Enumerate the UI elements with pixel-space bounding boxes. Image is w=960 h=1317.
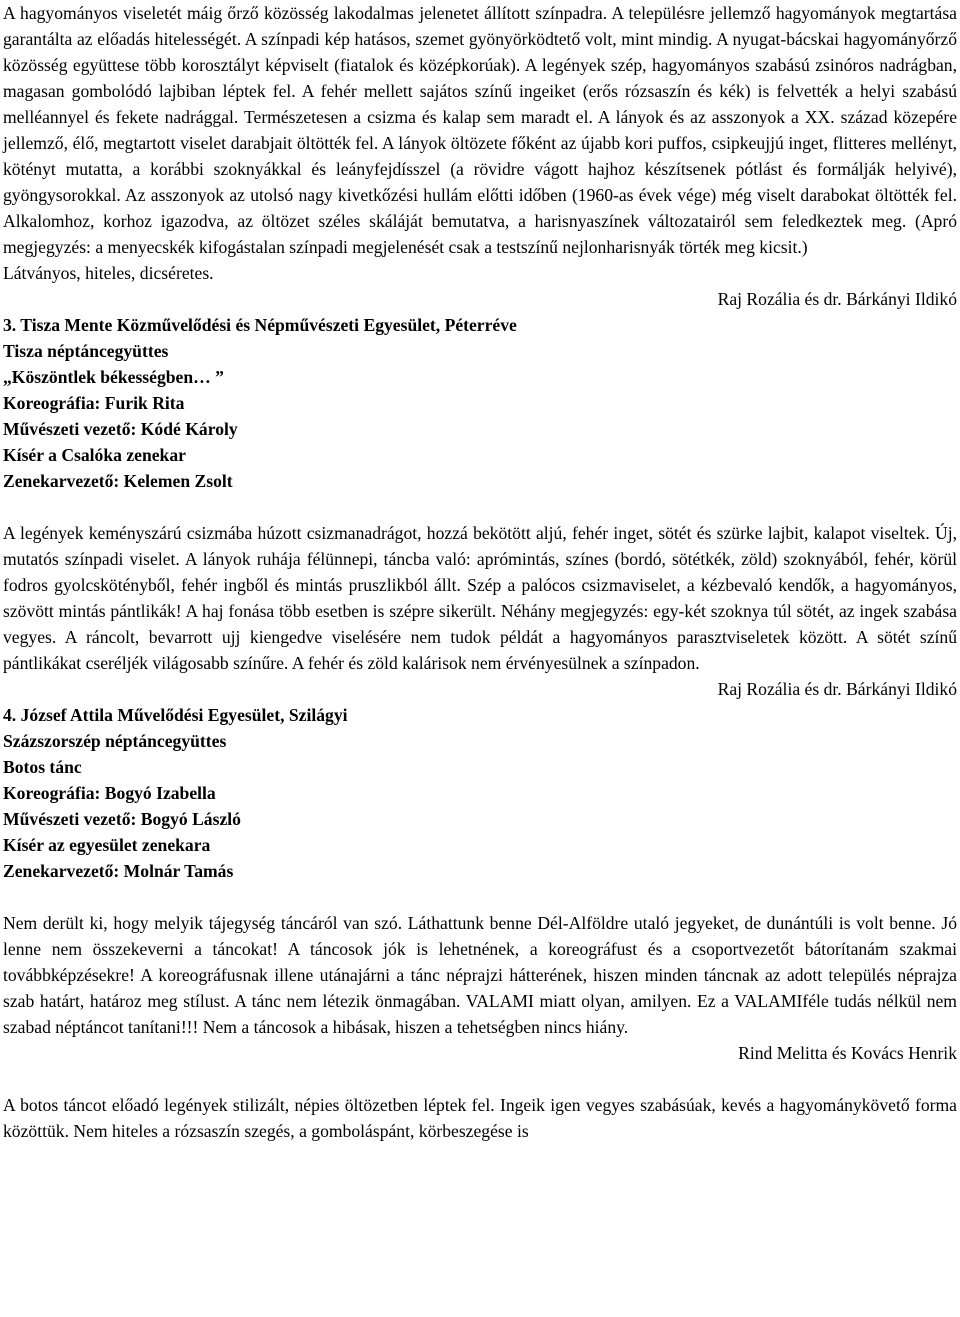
review-paragraph-1: A hagyományos viseletét máig őrző közösség lakodalmas jelenetet állított színpadra. A településre jellemző hagyományok megtartása garantálta az előadás hitelességét. A színpadi kép hatásos, szemet gyönyörködtető volt, mint mindig. A nyugat-bácskai hagyományőrző közösség együttese több korosztályt képviselt (fiatalok és középkorúak). A legények szép, hagyományos szabású zsinóros nadrágban, magasan gombolódó lajbiban léptek fel. A fehér mellett sajátos színű ingeiket (erős rózsaszín és kék) is felvették a helyi szabású melléannyel és fekete nadrággal. Természetesen a csizma és kalap sem maradt el. A lányok és az asszonyok a XX. század közepére jellemző, élő, megtartott viselet darabjait öltötték fel. A lányok öltözete főként az újabb kori puffos, csipkeujjú inget, flitteres mellényt, kötényt mutatta, a korábbi szoknyákkal és leányfejdísszel (a rövidre vágott hajhoz készítsenek pótlást és formálják helyivé), gyöngysorokkal. Az asszonyok az utolsó nagy kivetkőzési hullám előtti időben (1960-as évek vége) még viselt darabokat öltötték fel. Alkalomhoz, korhoz igazodva, az öltözet széles skáláját bemutatva, a harisnyaszínek változatairól sem feledkeztek meg. (Apró megjegyzés: a menyecskék kifogástalan színpadi megjelenését csak a testszínű nejlonharisnyák törték meg kicsit.) xyxy=(3,3,957,257)
review-paragraph-3: Nem derült ki, hogy melyik tájegység táncáról van szó. Láthattunk benne Dél-Alföldre utaló jegyeket, de dunántúli is volt benne. Jó lenne nem összekeverni a táncokat! A táncosok jók is lehetnének, a koreográfust és a csoportvezetőt bátorítanám szakmai továbbképzésekre! A koreográfusnak illene utánajárni a tánc néprajzi hátterének, hiszen minden táncnak az adott település néprajza szab határt, határoz meg stílust. A tánc nem létezik önmagában. VALAMI miatt olyan, amilyen. Ez a VALAMIféle tudás nélkül nem szabad néptáncot tanítani!!! Nem a táncosok a hibásak, hiszen a tehetségben nincs hiány. xyxy=(3,913,957,1037)
review-signature-3: Rind Melitta és Kovács Henrik xyxy=(738,1043,957,1063)
entry-4-band-leader: Zenekarvezető: Molnár Tamás xyxy=(3,861,234,881)
entry-4-artistic-director: Művészeti vezető: Bogyó László xyxy=(3,809,241,829)
entry-4-choreography: Koreográfia: Bogyó Izabella xyxy=(3,783,216,803)
review-paragraph-4: A botos táncot előadó legények stilizált, népies öltözetben léptek fel. Ingeik igen vegyes szabásúak, kevés a hagyománykövető forma közöttük. Nem hiteles a rózsaszín szegés, a gomboláspánt, körbeszegése is xyxy=(3,1095,957,1141)
entry-4-title: 4. József Attila Művelődési Egyesület, Szilágyi xyxy=(3,705,348,725)
entry-3-artistic-director: Művészeti vezető: Kódé Károly xyxy=(3,419,238,439)
entry-3-ensemble: Tisza néptáncegyüttes xyxy=(3,341,169,361)
spacer xyxy=(3,494,957,520)
entry-4-piece: Botos tánc xyxy=(3,757,82,777)
entry-3-piece: „Köszöntlek békességben… ” xyxy=(3,367,224,387)
review-paragraph-1-closing: Látványos, hiteles, dicséretes. xyxy=(3,263,214,283)
entry-3-accompaniment: Kísér a Csalóka zenekar xyxy=(3,445,186,465)
review-signature-1: Raj Rozália és dr. Bárkányi Ildikó xyxy=(717,289,957,309)
entry-4-accompaniment: Kísér az egyesület zenekara xyxy=(3,835,211,855)
entry-4-ensemble: Százszorszép néptáncegyüttes xyxy=(3,731,227,751)
entry-3-header xyxy=(3,312,957,494)
entry-3-title: 3. Tisza Mente Közművelődési és Népművészeti Egyesület, Péterréve xyxy=(3,315,517,335)
review-signature-2: Raj Rozália és dr. Bárkányi Ildikó xyxy=(717,679,957,699)
entry-4-header xyxy=(3,702,957,884)
document-page xyxy=(3,0,957,1144)
spacer xyxy=(3,884,957,910)
entry-3-choreography: Koreográfia: Furik Rita xyxy=(3,393,185,413)
entry-3-band-leader: Zenekarvezető: Kelemen Zsolt xyxy=(3,471,233,491)
spacer xyxy=(3,1066,957,1092)
review-paragraph-2: A legények keményszárú csizmába húzott csizmanadrágot, hozzá bekötött aljú, fehér inget, sötét és szürke lajbit, kalapot viseltek. Új, mutatós színpadi viselet. A lányok ruhája félünnepi, táncba való: aprómintás, színes (bordó, sötétkék, zöld) szoknyából, fehér, körül fodros gyolcskötényből, fehér ingből és mintás pruszlikból állt. Szép a palócos csizmaviselet, a kézbevaló kendők, a hagyományos, szövött mintás pántlikák! A haj fonása több esetben is szépre sikerült. Néhány megjegyzés: egy-két szoknya túl sötét, az ingek szabása vegyes. A ráncolt, bevarrott ujj kiengedve viselésére nem tudok példát a hagyományos parasztviseletek között. A sötét színű pántlikákat cseréljék világosabb színűre. A fehér és zöld kalárisok nem érvényesülnek a színpadon. xyxy=(3,523,957,673)
